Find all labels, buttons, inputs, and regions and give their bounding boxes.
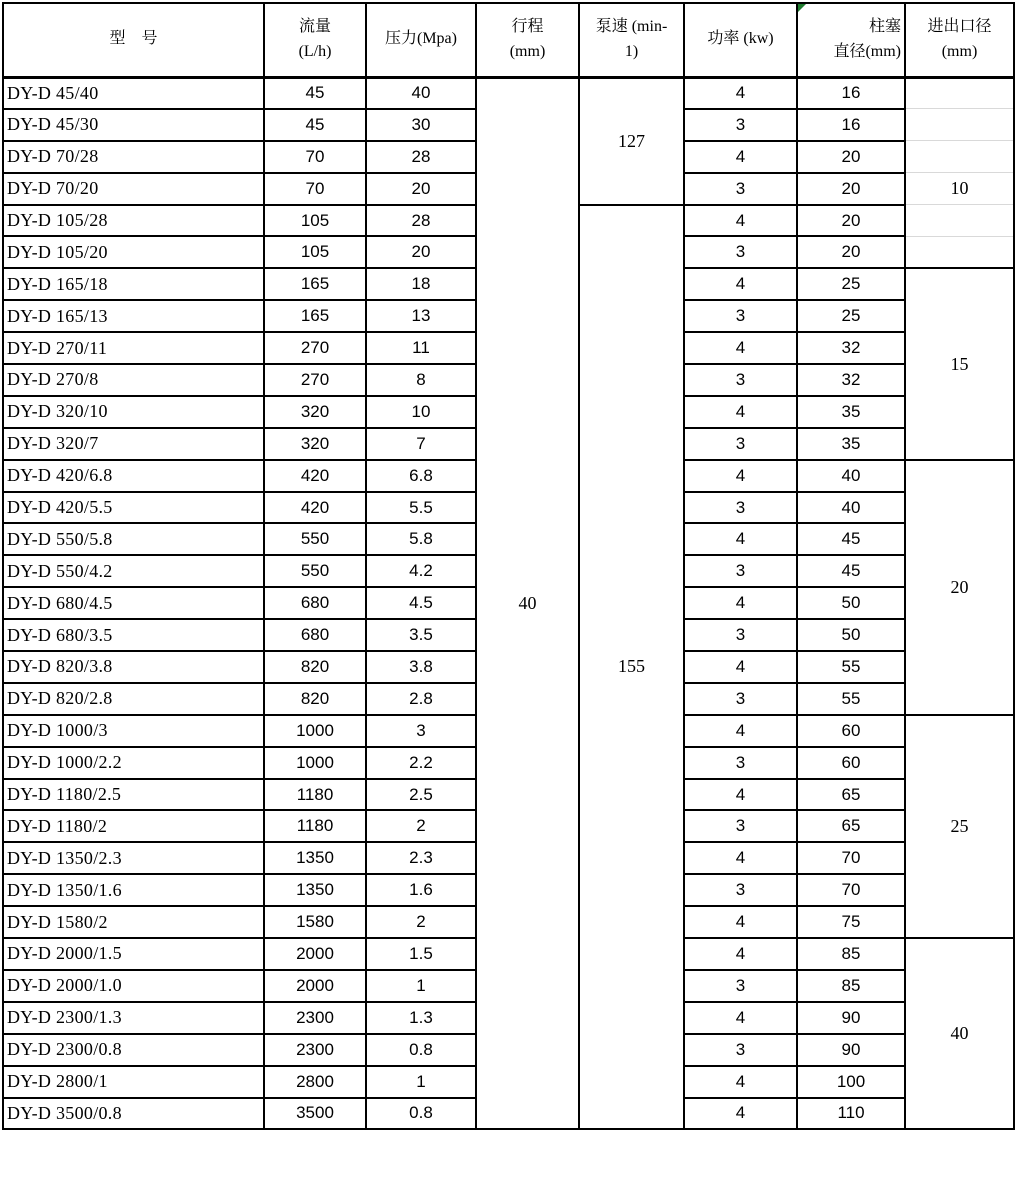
plunger-cell: 60 [797, 747, 905, 779]
model-cell: DY-D 820/3.8 [3, 651, 264, 683]
power-cell: 4 [684, 460, 797, 492]
model-cell: DY-D 1180/2 [3, 810, 264, 842]
power-cell: 4 [684, 1098, 797, 1130]
flow-cell: 105 [264, 236, 366, 268]
power-cell: 4 [684, 205, 797, 237]
plunger-cell: 85 [797, 970, 905, 1002]
model-cell: DY-D 45/30 [3, 109, 264, 141]
pressure-cell: 28 [366, 141, 476, 173]
port-cell: 15 [905, 268, 1014, 459]
power-cell: 3 [684, 428, 797, 460]
model-cell: DY-D 550/4.2 [3, 555, 264, 587]
flow-cell: 3500 [264, 1098, 366, 1130]
pressure-cell: 5.5 [366, 492, 476, 524]
flow-cell: 420 [264, 460, 366, 492]
port-cell [905, 109, 1014, 141]
power-cell: 3 [684, 683, 797, 715]
model-cell: DY-D 270/11 [3, 332, 264, 364]
flow-cell: 2000 [264, 938, 366, 970]
flow-cell: 1000 [264, 715, 366, 747]
model-cell: DY-D 165/18 [3, 268, 264, 300]
col-header-flow [264, 3, 366, 77]
pressure-cell: 1 [366, 970, 476, 1002]
port-cell: 20 [905, 460, 1014, 715]
model-cell: DY-D 2000/1.0 [3, 970, 264, 1002]
pressure-cell: 5.8 [366, 523, 476, 555]
model-cell: DY-D 1000/3 [3, 715, 264, 747]
pressure-cell: 3.5 [366, 619, 476, 651]
model-cell: DY-D 680/4.5 [3, 587, 264, 619]
speed-cell: 127 [579, 77, 684, 205]
model-cell: DY-D 680/3.5 [3, 619, 264, 651]
flow-cell: 1180 [264, 810, 366, 842]
power-cell: 4 [684, 332, 797, 364]
flow-cell: 1350 [264, 874, 366, 906]
header-line: 直径(mm) [833, 42, 901, 60]
pressure-cell: 1.6 [366, 874, 476, 906]
power-cell: 4 [684, 1002, 797, 1034]
model-cell: DY-D 105/20 [3, 236, 264, 268]
plunger-cell: 50 [797, 619, 905, 651]
power-cell: 3 [684, 747, 797, 779]
plunger-cell: 16 [797, 77, 905, 109]
plunger-cell: 65 [797, 779, 905, 811]
flow-cell: 270 [264, 364, 366, 396]
model-cell: DY-D 1180/2.5 [3, 779, 264, 811]
power-cell: 4 [684, 523, 797, 555]
col-header-model [3, 3, 264, 77]
port-cell [905, 77, 1014, 109]
plunger-cell: 25 [797, 268, 905, 300]
port-cell [905, 141, 1014, 173]
plunger-cell: 45 [797, 555, 905, 587]
pressure-cell: 7 [366, 428, 476, 460]
power-cell: 4 [684, 396, 797, 428]
model-cell: DY-D 420/6.8 [3, 460, 264, 492]
plunger-cell: 90 [797, 1002, 905, 1034]
plunger-cell: 70 [797, 874, 905, 906]
model-cell: DY-D 550/5.8 [3, 523, 264, 555]
pressure-cell: 0.8 [366, 1098, 476, 1130]
pressure-cell: 1 [366, 1066, 476, 1098]
pressure-cell: 4.2 [366, 555, 476, 587]
pressure-cell: 18 [366, 268, 476, 300]
col-header-speed [579, 3, 684, 77]
flow-cell: 550 [264, 555, 366, 587]
pressure-cell: 1.3 [366, 1002, 476, 1034]
plunger-cell: 75 [797, 906, 905, 938]
stroke-cell: 40 [476, 77, 579, 1129]
col-header-plunger [797, 3, 905, 77]
flow-cell: 820 [264, 683, 366, 715]
power-cell: 3 [684, 555, 797, 587]
pressure-cell: 2.2 [366, 747, 476, 779]
model-cell: DY-D 2800/1 [3, 1066, 264, 1098]
header-line: (mm) [941, 42, 978, 60]
flow-cell: 2300 [264, 1002, 366, 1034]
plunger-cell: 32 [797, 364, 905, 396]
col-header-port [905, 3, 1014, 77]
model-cell: DY-D 420/5.5 [3, 492, 264, 524]
power-cell: 4 [684, 842, 797, 874]
pressure-cell: 2.5 [366, 779, 476, 811]
power-cell: 3 [684, 173, 797, 205]
plunger-cell: 85 [797, 938, 905, 970]
pressure-cell: 11 [366, 332, 476, 364]
pressure-cell: 0.8 [366, 1034, 476, 1066]
flow-cell: 420 [264, 492, 366, 524]
power-cell: 4 [684, 651, 797, 683]
plunger-cell: 45 [797, 523, 905, 555]
plunger-cell: 35 [797, 396, 905, 428]
model-cell: DY-D 3500/0.8 [3, 1098, 264, 1130]
pump-spec-table [2, 2, 1015, 1130]
plunger-cell: 32 [797, 332, 905, 364]
power-cell: 4 [684, 268, 797, 300]
header-line: 1) [624, 42, 639, 60]
header-line: 压力(Mpa) [385, 30, 457, 48]
pressure-cell: 10 [366, 396, 476, 428]
power-cell: 3 [684, 109, 797, 141]
pressure-cell: 28 [366, 205, 476, 237]
plunger-cell: 110 [797, 1098, 905, 1130]
power-cell: 3 [684, 874, 797, 906]
power-cell: 3 [684, 236, 797, 268]
pressure-cell: 40 [366, 77, 476, 109]
port-cell: 40 [905, 938, 1014, 1129]
plunger-cell: 20 [797, 205, 905, 237]
model-cell: DY-D 1350/2.3 [3, 842, 264, 874]
port-cell [905, 205, 1014, 237]
model-cell: DY-D 320/10 [3, 396, 264, 428]
plunger-cell: 70 [797, 842, 905, 874]
plunger-cell: 40 [797, 492, 905, 524]
table-row [3, 77, 1014, 109]
header-line: 功率 (kw) [707, 30, 774, 48]
flow-cell: 70 [264, 173, 366, 205]
flow-cell: 45 [264, 77, 366, 109]
plunger-cell: 60 [797, 715, 905, 747]
power-cell: 4 [684, 141, 797, 173]
port-cell: 10 [905, 173, 1014, 205]
pressure-cell: 6.8 [366, 460, 476, 492]
header-line: 流量 [298, 17, 331, 35]
model-cell: DY-D 2000/1.5 [3, 938, 264, 970]
plunger-cell: 50 [797, 587, 905, 619]
flow-cell: 105 [264, 205, 366, 237]
model-cell: DY-D 320/7 [3, 428, 264, 460]
flow-cell: 45 [264, 109, 366, 141]
header-line: 行程 [511, 17, 544, 35]
flow-cell: 680 [264, 587, 366, 619]
pressure-cell: 2 [366, 906, 476, 938]
power-cell: 4 [684, 77, 797, 109]
plunger-cell: 35 [797, 428, 905, 460]
flow-cell: 820 [264, 651, 366, 683]
pressure-cell: 20 [366, 173, 476, 205]
pressure-cell: 3 [366, 715, 476, 747]
power-cell: 3 [684, 619, 797, 651]
plunger-cell: 20 [797, 236, 905, 268]
pressure-cell: 30 [366, 109, 476, 141]
flow-cell: 550 [264, 523, 366, 555]
model-cell: DY-D 1350/1.6 [3, 874, 264, 906]
plunger-cell: 90 [797, 1034, 905, 1066]
pressure-cell: 8 [366, 364, 476, 396]
power-cell: 4 [684, 938, 797, 970]
flow-cell: 320 [264, 428, 366, 460]
plunger-cell: 20 [797, 173, 905, 205]
flow-cell: 2300 [264, 1034, 366, 1066]
header-row [3, 3, 1014, 77]
plunger-cell: 25 [797, 300, 905, 332]
header-line: 进出口径 [927, 17, 992, 35]
power-cell: 4 [684, 1066, 797, 1098]
model-cell: DY-D 1580/2 [3, 906, 264, 938]
pressure-cell: 3.8 [366, 651, 476, 683]
power-cell: 4 [684, 906, 797, 938]
power-cell: 3 [684, 970, 797, 1002]
flow-cell: 1180 [264, 779, 366, 811]
model-cell: DY-D 165/13 [3, 300, 264, 332]
flow-cell: 1580 [264, 906, 366, 938]
flow-cell: 70 [264, 141, 366, 173]
power-cell: 3 [684, 364, 797, 396]
power-cell: 4 [684, 779, 797, 811]
flow-cell: 165 [264, 300, 366, 332]
col-header-pressure [366, 3, 476, 77]
model-cell: DY-D 2300/1.3 [3, 1002, 264, 1034]
flow-cell: 320 [264, 396, 366, 428]
power-cell: 4 [684, 587, 797, 619]
model-cell: DY-D 820/2.8 [3, 683, 264, 715]
pressure-cell: 2 [366, 810, 476, 842]
model-cell: DY-D 70/20 [3, 173, 264, 205]
header-line: 型 号 [109, 30, 158, 48]
port-cell: 25 [905, 715, 1014, 938]
flow-cell: 1000 [264, 747, 366, 779]
plunger-cell: 20 [797, 141, 905, 173]
power-cell: 3 [684, 1034, 797, 1066]
pressure-cell: 4.5 [366, 587, 476, 619]
power-cell: 3 [684, 492, 797, 524]
col-header-stroke [476, 3, 579, 77]
model-cell: DY-D 1000/2.2 [3, 747, 264, 779]
flow-cell: 165 [264, 268, 366, 300]
flow-cell: 680 [264, 619, 366, 651]
plunger-cell: 40 [797, 460, 905, 492]
header-line: 柱塞 [868, 17, 901, 35]
model-cell: DY-D 45/40 [3, 77, 264, 109]
plunger-cell: 55 [797, 683, 905, 715]
pressure-cell: 20 [366, 236, 476, 268]
col-header-power [684, 3, 797, 77]
plunger-cell: 55 [797, 651, 905, 683]
model-cell: DY-D 270/8 [3, 364, 264, 396]
power-cell: 4 [684, 715, 797, 747]
pressure-cell: 1.5 [366, 938, 476, 970]
error-indicator-icon [798, 4, 806, 12]
port-cell [905, 236, 1014, 268]
pressure-cell: 13 [366, 300, 476, 332]
plunger-cell: 100 [797, 1066, 905, 1098]
header-line: (L/h) [298, 42, 332, 60]
power-cell: 3 [684, 810, 797, 842]
pressure-cell: 2.3 [366, 842, 476, 874]
flow-cell: 1350 [264, 842, 366, 874]
model-cell: DY-D 2300/0.8 [3, 1034, 264, 1066]
header-line: (mm) [509, 42, 546, 60]
header-line: 泵速 (min- [595, 17, 668, 35]
flow-cell: 2000 [264, 970, 366, 1002]
model-cell: DY-D 70/28 [3, 141, 264, 173]
power-cell: 3 [684, 300, 797, 332]
plunger-cell: 65 [797, 810, 905, 842]
plunger-cell: 16 [797, 109, 905, 141]
speed-cell: 155 [579, 205, 684, 1130]
flow-cell: 270 [264, 332, 366, 364]
flow-cell: 2800 [264, 1066, 366, 1098]
pressure-cell: 2.8 [366, 683, 476, 715]
table-body [3, 77, 1014, 1129]
model-cell: DY-D 105/28 [3, 205, 264, 237]
